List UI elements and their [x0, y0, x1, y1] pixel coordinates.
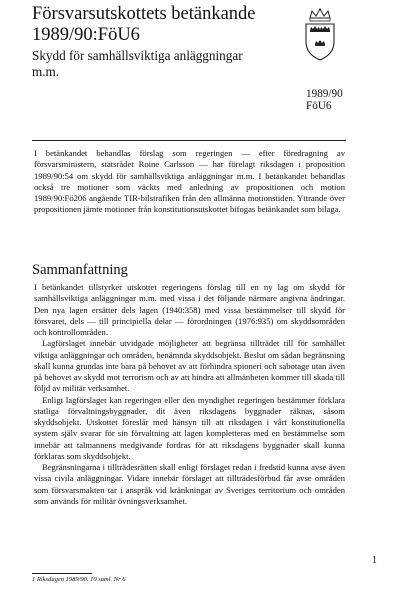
document-reference	[306, 88, 343, 112]
footer-note: 1 Riksdagen 1989/90. 10 saml. Nr 6	[32, 576, 126, 583]
page-number: 1	[372, 555, 377, 566]
summary-paragraph: Begränsningarna i tillträdesrätten skall enligt förslaget redan i fredstid kunna avse även vissa civila anläggningar. Vidare innebär förslaget att tillträdesförbud får avse områden som försvarsmakten tar i anspråk vid kränkningar av Sveriges territorium och områden som används för militär övningsverksamhet.	[34, 462, 345, 506]
footer-divider	[32, 573, 92, 574]
document-title-line2: 1989/90:FöU6	[32, 25, 140, 45]
summary-body	[34, 282, 345, 507]
document-subtitle-line2: m.m.	[32, 63, 60, 79]
document-subtitle-line1: Skydd för samhällsviktiga anläggningar	[32, 48, 243, 63]
three-crowns-crest-icon	[300, 8, 340, 68]
summary-paragraph: I betänkandet tillstyrker utskottet regeringens förslag till en ny lag om skydd för samhällsviktiga anläggningar m.m. med vissa i det följande närmare angivna ändringar. Den nya lagen ersätter dels lagen (1940:358) med vissa bestämmelser till skydd för försvaret, dels — till principiella delar — förordningen (1976:935) om skyddsområden och kontrollområden.	[34, 282, 345, 337]
header-divider	[32, 140, 346, 141]
reference-code: FöU6	[306, 100, 332, 112]
reference-year: 1989/90	[306, 88, 343, 100]
summary-paragraph: Lagförslaget innebär utvidgade möjligheter att begränsa tillträdet till för samhället viktiga anläggningar och områden, benämnda skyddsobjekt. Beslut om sådan begränsning skall kunna grundas inte bara på behovet av att förhindra spioneri och sabotage utan även på behovet av skydd mot terrorism och av att hindra att allmänheten kommer till skada till följd av militär verksamhet.	[34, 338, 345, 394]
intro-paragraph: I betänkandet behandlas förslag som regeringen — efter föredragning av försvarsministern, statsrådet Roine Carlsson — har förelagt riksdagen i proposition 1989/90:54 om skydd för samhällsviktiga anläggningar m.m. I betänkandet behandlas också tre motioner som väckts med anledning av propositionen och motion 1989/90:Fö206 angående TIR-bilstrafiken från den allmänna motionstiden. Yttrande över propositionen jämte motioner från konstitutionsutskottet bifogas betänkandet som bilaga.	[34, 148, 345, 215]
section-heading-summary: Sammanfattning	[32, 262, 128, 278]
summary-paragraph: Enligt lagförslaget kan regeringen eller den myndighet regeringen bestämmer förklara statliga förvaltningsbyggnader, dit även riksdagens byggnader räknas, såsom skyddsobjekt. Utskottet föreslår med hänsyn till att riksdagen i vårt konstitutionella system själv svarar för sin förvaltning att lagen kompletteras med en bestämmelse som innebär att talmannens medgivande fordras för att riksdagens byggnader skall kunna förklaras som skyddsobjekt.	[34, 394, 345, 461]
title-block	[32, 4, 312, 79]
document-title-line1: Försvarsutskottets betänkande	[32, 4, 256, 24]
